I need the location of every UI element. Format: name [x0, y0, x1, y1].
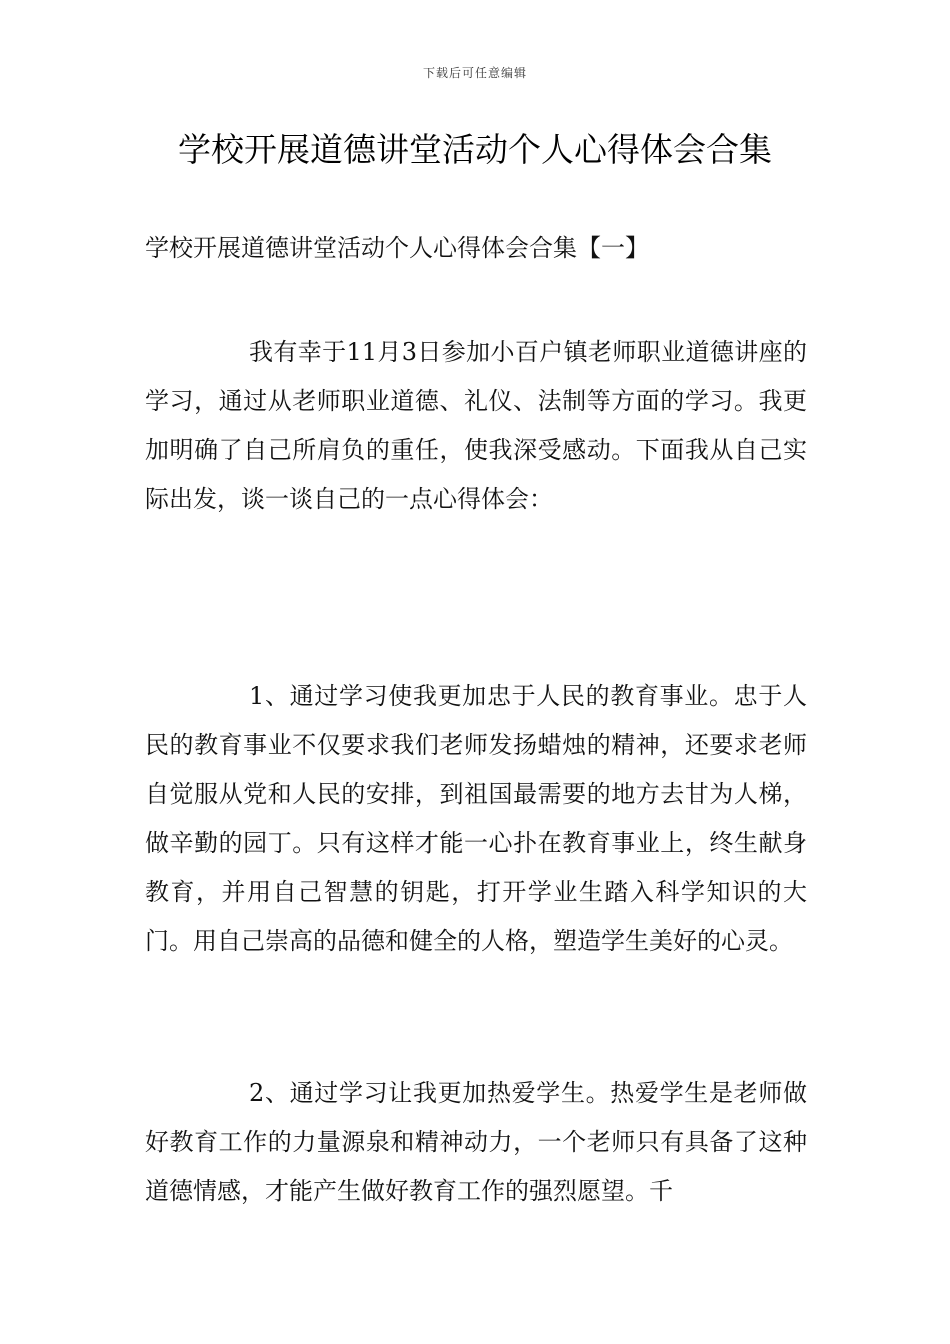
section-heading: 学校开展道德讲堂活动个人心得体会合集【一】	[145, 234, 649, 262]
header-note: 下载后可任意编辑	[422, 66, 527, 80]
paragraph-point-2: 2、通过学习让我更加热爱学生。热爱学生是老师做好教育工作的力量源泉和精神动力，一个老师只有具备了这种道德情感，才能产生做好教育工作的强烈愿望。千	[145, 1079, 807, 1205]
paragraph-intro: 我有幸于11月3日参加小百户镇老师职业道德讲座的学习，通过从老师职业道德、礼仪、法制等方面的学习。我更加明确了自己所肩负的重任，使我深受感动。下面我从自己实际出发，谈一谈自己的一点心得体会：	[145, 338, 807, 513]
paragraph-point-1: 1、通过学习使我更加忠于人民的教育事业。忠于人民的教育事业不仅要求我们老师发扬蜡烛的精神，还要求老师自觉服从党和人民的安排，到祖国最需要的地方去甘为人梯，做辛勤的园丁。只有这样才能一心扑在教育事业上，终生献身教育，并用自己智慧的钥匙，打开学业生踏入科学知识的大门。用自己崇高的品德和健全的人格，塑造学生美好的心灵。	[145, 682, 807, 955]
document-title: 学校开展道德讲堂活动个人心得体会合集	[178, 130, 772, 169]
